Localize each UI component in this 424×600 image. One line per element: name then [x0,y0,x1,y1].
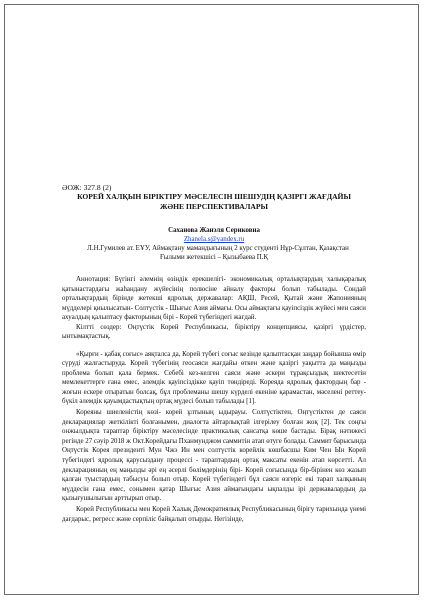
abstract-text: Аннотация: Бүгінгі әлемнің өзіндік ерекшелігі- экономикалық орталықтардың халықаралық қатынастардағы жаһандану жүйесінің полюсіне айналу факторы болып табылады. Сондай орталықтардың бірінде жетекші ядролық державалар: АҚШ, Ресей, Қытай және Жапонияның мүдделері қиылысатын- Солтүстік - Шығыс Азия аймағы. Осы аймақтағы қауіпсіздік жүйесі мен саяси ахуалдың қалыптасу факторының бірі - Корей түбегіндегі жағдай. [62,276,366,321]
article-title-line-2: ЖӘНЕ ПЕРСПЕКТИВАЛАРЫ [160,201,268,211]
author-block [62,226,366,262]
author-name: Саханова Жанэля Сериковна [168,227,260,234]
author-affiliation: Л.Н.Гумилев ат. ЕҰУ, Аймақтану мамандығының 2 курс студенті Нұр-Сұлтан, Қазақстан [87,245,349,252]
article-title [62,192,366,211]
supervisor: Ғылыми жетекшісі – Қызыбаева П.Қ [159,254,269,261]
body-paragraph: Кореяны шиеленістің көзі- корей ұлтының ыдырауы. Солтүстіктен, Оңтүстіктен де саяси декларациялар жеткілікті болғанымен, диалогта айтарлықтай ілгерілеу болған жоқ [2]. Тек соңғы онжылдықта тараптар біріктіру мәселесінде практикалық сансатқа көше бастады. Бірақ нәтижесі регінде 27 сәуір 2018 ж Окт.Корейдағы Пханмунджом саммитін атап өтуге болады. Саммит барысында Оңтүстік Корея президенті Мун Чжэ Ин мен солтүстік корейлік көшбасшы Ким Чен Ын Корей түбегіндегі ядролық қарусыздану процессі - тараптардың ортақ максаты екенін атап көрсетті. Ал декларацияның ең маңызды әрі ең әсерлі бөлімдерінің бірі- Корей соғысында бір-бірінен көз жазып қалған туыстардың табысуы болып отыр. Корей түбегіндегі бұл саяси өзгеріс екі тарап халқының мүддесін ғана емес, сонымен қатар Шығыс Азия аймағындағы ықпалды ірі державалардың да қызығушылығын арттырып отыр. [62,409,366,503]
article-title-line-1: КОРЕЙ ХАЛҚЫН БІРІКТІРУ МӘСЕЛЕСІН ШЕШУДІҢ ҚАЗІРГІ ЖАҒДАЙЫ [77,192,351,201]
abstract-section [62,275,366,342]
document-page [62,183,366,524]
body-paragraph: Корей Республикасы мен Корей Халық Демократиялық Республикасының бірігу тарихында үнемі дағдарыс, регресс және серпіліс байқалып отырды. Негізінде, [62,506,366,523]
udc-code: ӘОЖ: 327.8 (2) [62,183,112,192]
keywords: Кілтті сөздер: Оңтүстік Корей Республикасы, біріктіру концепциясы, қазіргі үрдістер, ынтымақтастық. [62,323,366,340]
body-paragraph: «Қырғи - қабақ соғыс» аяқталса да, Корей түбегі соғыс кезінде қалыптасқан заңдар бойынша өмір сүруді жалғастыруда. Корей түбегінің геосаяси жағдайы өткен және қазіргі уақытта да маңызды проблема болып қала бермек. Себебі кез-келген саяси және әскери тұрақсыздық шектесетін мемлекеттерге ғана емес, әлемдік қауіпсіздікке қауіп төндіреді. Кореяда ядролық фактордың бар - жоғын ескере отыратын болсақ, бұл проблеманы шешу күрделі екеніне қарамастан, мәселені реттеу- бүкіл әлемдік қауымдастықтың ортақ мүдесі болып табылады [1]. [62,350,366,406]
author-email-link[interactable]: Zhanela.s@yandex.ru [183,236,245,243]
article-body [62,350,366,525]
